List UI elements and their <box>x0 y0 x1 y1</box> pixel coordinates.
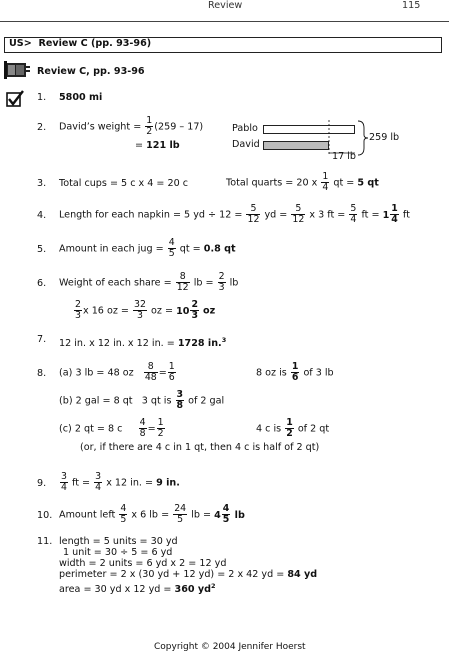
problem-5-number: 5. <box>37 244 47 255</box>
problem-3-number: 3. <box>37 178 47 189</box>
problem-7-line: 12 in. x 12 in. x 12 in. = 1728 in.$^3$ <box>59 336 227 350</box>
problem-8a: (a) 3 lb = 48 oz $\frac{8}{48}$ = $\frac{1}{6}$ <box>59 361 175 383</box>
problem-8-number: 8. <box>37 368 47 379</box>
problem-8c: (c) 2 qt = 8 c $\frac{4}{8}$ = $\frac{1}{2}$ <box>59 417 164 439</box>
problem-9-line: $\frac{3}{4}$ ft = $\frac{3}{4}$ x 12 in. = 9 in. <box>61 471 180 493</box>
problem-6-line2: $\frac{2}{3}$ x 16 oz = $\frac{32}{3}$ oz = 10 $\frac{2}{3}$ oz <box>75 299 216 321</box>
problem-11-perimeter: perimeter = 2 x (30 yd + 12 yd) = 2 x 42 yd = 84 yd <box>59 569 318 580</box>
problem-11-line-2: 1 unit = 30 ÷ 5 = 6 yd <box>63 547 173 558</box>
problem-8b: (b) 2 gal = 8 qt 3 qt is $\frac{3}{8}$ of 2 gal <box>59 389 225 411</box>
problem-7-answer: 1728 in.$^3$ <box>177 336 227 350</box>
chevron-icon: > <box>23 38 32 49</box>
problem-5-answer: 0.8 qt <box>203 243 236 255</box>
problem-11-perimeter-answer: 84 yd <box>287 569 318 580</box>
problem-3-right: Total quarts = 20 x $\frac{1}{4}$ qt = 5 qt <box>226 171 379 193</box>
problem-8c-right: 4 c is $\frac{1}{2}$ of 2 qt <box>256 417 330 439</box>
problem-4-number: 4. <box>37 210 47 221</box>
problem-1-number: 1. <box>37 92 47 103</box>
problem-2-result: = 121 lb <box>135 140 180 151</box>
problem-5-line: Amount in each jug = $\frac{4}{5}$ qt = 0.8 qt <box>59 237 236 259</box>
problem-11-area-answer: 360 $yd^2$ <box>174 582 216 596</box>
section-country: US <box>9 38 24 49</box>
problem-3-left: Total cups = 5 c x 4 = 20 c <box>59 178 189 189</box>
problem-10-answer: 4 $\frac{4}{5}$ lb <box>214 503 245 525</box>
problem-11-number: 11. <box>37 536 53 547</box>
problem-2-fraction: $\frac{1}{2}$ <box>146 115 153 137</box>
problem-8-note: (or, if there are 4 c in 1 qt, then 4 c is half of 2 qt) <box>80 442 320 453</box>
problem-2-number: 2. <box>37 122 47 133</box>
header-rule <box>0 21 449 22</box>
problem-4-answer: 1 $\frac{1}{4}$ <box>382 203 398 225</box>
problem-4-line: Length for each napkin = 5 yd ÷ 12 = $\frac{5}{12}$ yd = $\frac{5}{12}$ x 3 ft = $\frac{5}{4}$ ft = 1 $\frac{1}{4}$ ft <box>59 203 410 225</box>
diagram-label-pablo: Pablo <box>232 123 258 134</box>
problem-7-number: 7. <box>37 334 47 345</box>
problem-9-answer: 9 in. <box>156 477 180 489</box>
problem-8a-right: 8 oz is $\frac{1}{6}$ of 3 lb <box>256 361 334 383</box>
problem-2-line <box>59 116 203 137</box>
problem-10-number: 10. <box>37 510 53 521</box>
problem-11-area: area = 30 yd x 12 yd = 360 $yd^2$ <box>59 582 216 596</box>
problem-6-number: 6. <box>37 278 47 289</box>
diagram-diff-label: 17 lb <box>332 151 357 162</box>
diagram-total-label: 259 lb <box>369 132 400 143</box>
subsection-title: Review C, pp. 93-96 <box>37 66 145 77</box>
problem-3-fraction: $\frac{1}{4}$ <box>322 171 329 193</box>
running-header-title: Review <box>208 0 243 11</box>
problem-3-answer: 5 qt <box>357 177 379 189</box>
problem-2-expression: (259 – 17) <box>154 121 204 133</box>
problem-1-answer: 5800 mi <box>59 92 103 103</box>
section-heading <box>9 38 151 50</box>
diagram-label-david: David <box>232 139 260 150</box>
problem-11-line-3: width = 2 units = 6 yd x 2 = 12 yd <box>59 558 227 569</box>
checkmark-icon <box>6 90 24 107</box>
problem-10-line: Amount left $\frac{4}{5}$ x 6 lb = $\frac{24}{5}$ lb = 4 $\frac{4}{5}$ lb <box>59 503 245 525</box>
section-title: Review C (pp. 93-96) <box>38 38 152 49</box>
page-number: 115 <box>402 0 421 11</box>
teacher-book-icon <box>4 60 30 80</box>
problem-2-label: David’s weight = <box>59 121 142 133</box>
copyright-footer: Copyright © 2004 Jennifer Hoerst <box>154 642 306 652</box>
problem-9-number: 9. <box>37 478 47 489</box>
problem-6-answer: 10 $\frac{2}{3}$ <box>176 299 198 321</box>
problem-6-line1: Weight of each share = $\frac{8}{12}$ lb = $\frac{2}{3}$ lb <box>59 271 239 293</box>
problem-2-answer: 121 lb <box>146 140 180 151</box>
problem-11-line-1: length = 5 units = 30 yd <box>59 536 178 547</box>
